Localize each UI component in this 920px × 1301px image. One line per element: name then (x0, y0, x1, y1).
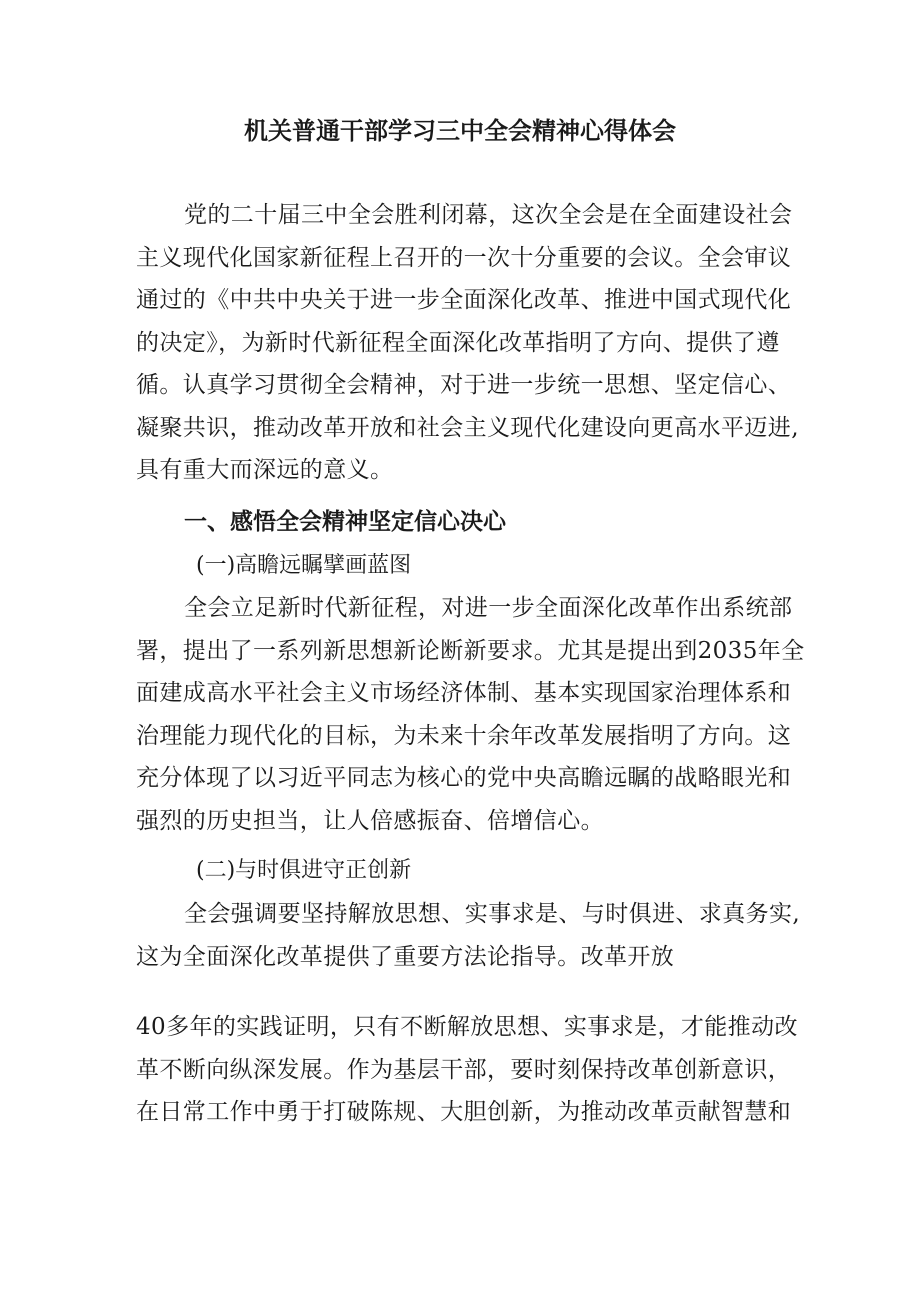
subsection-heading-1: (一)高瞻远瞩擘画蓝图 (196, 553, 412, 578)
paragraph-line: 全会强调要坚持解放思想、实事求是、与时俱进、求真务实, (184, 901, 801, 927)
paragraph-line: 在日常工作中勇于打破陈规、大胆创新，为推动改革贡献智慧和 (136, 1099, 792, 1125)
paragraph-line: 主义现代化国家新征程上召开的一次十分重要的会议。全会审议 (136, 244, 792, 271)
subsection-2-paragraph (136, 893, 801, 978)
paragraph-line: 署，提出了一系列新思想新论断新要求。尤其是提出到2035年全 (136, 637, 805, 664)
paragraph-line: 40多年的实践证明，只有不断解放思想、实事求是，才能推动改 (136, 1014, 798, 1040)
paragraph-line: 全会立足新时代新征程，对进一步全面深化改革作出系统部 (184, 595, 793, 621)
paragraph-line: 循。认真学习贯彻全会精神，对于进一步统一思想、坚定信心、 (136, 372, 792, 398)
paragraph-line: 强烈的历史担当，让人倍感振奋、倍增信心。 (136, 807, 604, 834)
intro-paragraph (136, 194, 799, 492)
paragraph-line: 的决定》，为新时代新征程全面深化改革指明了方向、提供了遵 (136, 329, 780, 356)
paragraph-line: 具有重大而深远的意义。 (136, 457, 394, 483)
paragraph-line: 党的二十届三中全会胜利闭幕，这次全会是在全面建设社会 (184, 202, 793, 228)
paragraph-line: 面建成高水平社会主义市场经济体制、基本实现国家治理体系和 (136, 680, 792, 706)
paragraph-line: 凝聚共识，推动改革开放和社会主义现代化建设向更高水平迈进, (136, 414, 799, 441)
paragraph-line: 这为全面深化改革提供了重要方法论指导。改革开放 (136, 943, 675, 970)
paragraph-line: 通过的《中共中央关于进一步全面深化改革、推进中国式现代化 (136, 287, 792, 313)
paragraph-line: 革不断向纵深发展。作为基层干部，要时刻保持改革创新意识， (136, 1056, 792, 1083)
subsection-heading-2: (二)与时俱进守正创新 (196, 858, 412, 883)
paragraph-line: 治理能力现代化的目标，为未来十余年改革发展指明了方向。这 (136, 722, 792, 749)
continued-paragraph (136, 1006, 798, 1134)
paragraph-line: 充分体现了以习近平同志为核心的党中央高瞻远瞩的战略眼光和 (136, 765, 792, 791)
document-title: 机关普通干部学习三中全会精神心得体会 (244, 117, 676, 145)
subsection-1-paragraph (136, 587, 805, 842)
section-heading-1: 一、感悟全会精神坚定信心决心 (184, 509, 506, 535)
